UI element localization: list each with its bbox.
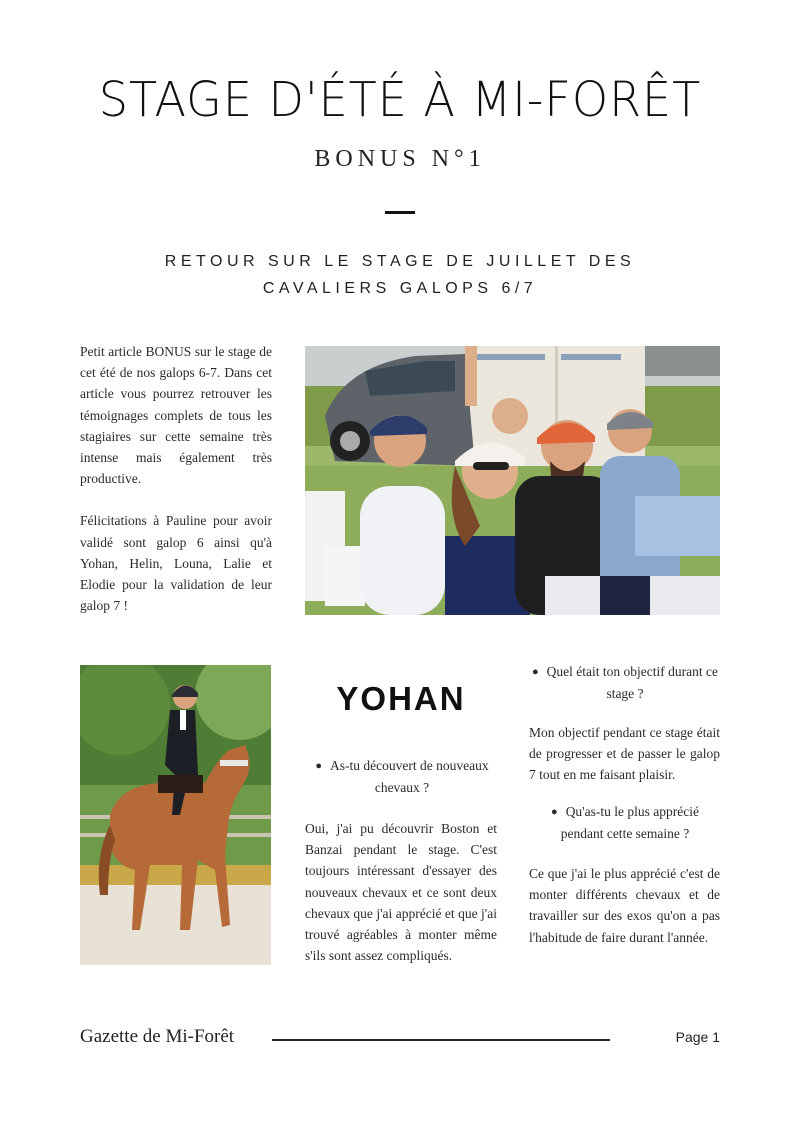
answer-2: Mon objectif pendant ce stage était de progresser et de passer le galop 7 tout en me faisant plaisir.: [529, 725, 720, 783]
footer-divider: [272, 1039, 610, 1041]
question-3: [530, 801, 720, 844]
intro-heading: [100, 248, 700, 302]
page-number: Page 1: [675, 1029, 720, 1045]
bullet-icon: ●: [315, 760, 323, 772]
page-subtitle: BONUS N°1: [314, 146, 486, 172]
title-divider: [385, 211, 415, 214]
rider-photo: [80, 665, 271, 965]
intro-paragraph-2: Félicitations à Pauline pour avoir validé sont galop 6 ainsi qu'à Yohan, Helin, Louna, Lalie et Elodie pour la validation de leur galop 7 !: [80, 513, 272, 614]
intro-text: [80, 341, 272, 637]
bullet-icon: ●: [532, 666, 539, 678]
answer-1: Oui, j'ai pu découvrir Boston et Banzai pendant le stage. C'est toujours intéressant d'essayer des nouveaux chevaux et ce sont deux chevaux que j'ai apprécié et que j'ai trouvé agréables à monter même s'ils sont assez compliqués.: [305, 821, 497, 964]
intro-heading-line-1: RETOUR SUR LE STAGE DE JUILLET DES: [164, 253, 636, 270]
group-photo: [305, 346, 720, 615]
intro-paragraph-1: Petit article BONUS sur le stage de cet été de nos galops 6-7. Dans cet article vous pourrez retrouver les témoignages complets de tous les stagiaires sur cette semaine très intense mais également très productive.: [80, 344, 272, 487]
publication-name: Gazette de Mi-Forêt: [80, 1026, 235, 1047]
bullet-icon: ●: [551, 806, 558, 818]
question-1: [306, 755, 498, 798]
question-3-text: Qu'as-tu le plus apprécié pendant cette semaine ?: [560, 804, 699, 841]
page-title: STAGE D'ÉTÉ À MI-FORÊT: [98, 72, 702, 128]
interviewee-name: YOHAN: [336, 680, 466, 717]
intro-heading-line-2: CAVALIERS GALOPS 6/7: [262, 280, 538, 297]
answer-3: Ce que j'ai le plus apprécié c'est de monter différents chevaux et de travailler sur des exos qu'on a pas l'habitude de faire durant l'année.: [529, 866, 720, 945]
question-2-text: Quel était ton objectif durant ce stage ?: [546, 664, 718, 701]
question-1-text: As-tu découvert de nouveaux chevaux ?: [330, 758, 489, 795]
question-2: [530, 661, 720, 704]
